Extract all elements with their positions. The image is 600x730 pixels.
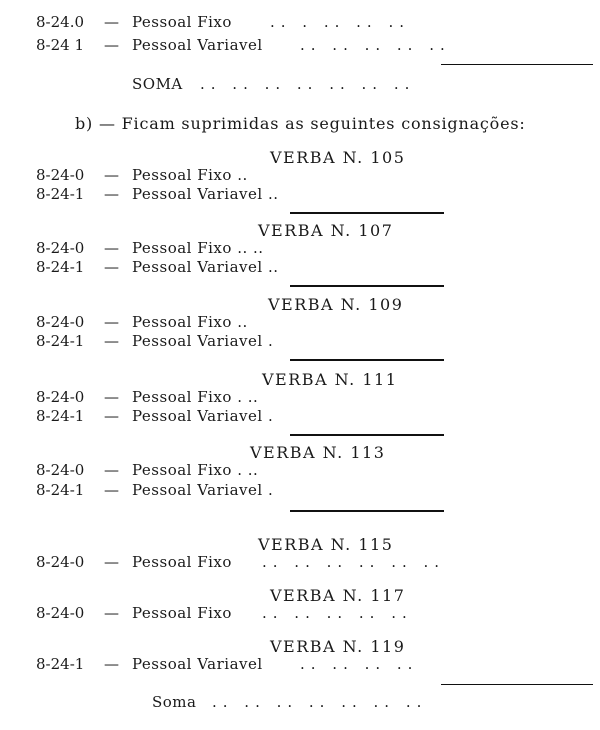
item-code: 8-24-1 (36, 655, 85, 673)
item-code: 8-24-0 (36, 313, 85, 331)
item-code: 8-24-1 (36, 185, 85, 203)
item-dash: — (104, 481, 119, 499)
item-dash: — (104, 313, 119, 331)
item-code: 8-24-0 (36, 388, 85, 406)
item-code: 8-24-0 (36, 604, 85, 622)
item-description: Pessoal Variavel (132, 655, 263, 673)
verba-heading: VERBA N. 113 (250, 443, 386, 462)
item-dash: — (104, 655, 119, 673)
item-description: Pessoal Variavel . (132, 481, 274, 499)
sum-rule (441, 684, 593, 685)
item-code: 8-24.0 (36, 13, 85, 31)
item-code: 8-24 1 (36, 36, 85, 54)
item-code: 8-24-1 (36, 481, 85, 499)
verba-heading: VERBA N. 109 (268, 295, 404, 314)
leader-dots: .. .. .. .. .. (300, 36, 451, 54)
item-description: Pessoal Fixo . .. (132, 388, 259, 406)
leader-dots: .. . .. .. .. (270, 13, 410, 31)
verba-heading: VERBA N. 115 (258, 535, 394, 554)
leader-dots: .. .. .. .. .. .. (262, 553, 446, 571)
verba-heading: VERBA N. 111 (262, 370, 398, 389)
verba-heading: VERBA N. 119 (270, 637, 406, 656)
item-description: Pessoal Fixo (132, 13, 232, 31)
item-description: Pessoal Fixo .. (132, 166, 248, 184)
verba-heading: VERBA N. 117 (270, 586, 406, 605)
item-dash: — (104, 461, 119, 479)
item-dash: — (104, 36, 119, 54)
item-code: 8-24-0 (36, 461, 85, 479)
item-dash: — (104, 13, 119, 31)
verba-heading: VERBA N. 105 (270, 148, 406, 167)
leader-dots: .. .. .. .. (300, 655, 419, 673)
section-rule (290, 285, 444, 287)
item-description: Pessoal Fixo .. (132, 313, 248, 331)
section-rule (290, 434, 444, 436)
item-description: Pessoal Variavel .. (132, 185, 279, 203)
item-code: 8-24-0 (36, 239, 85, 257)
item-description: Pessoal Variavel (132, 36, 263, 54)
leader-dots: .. .. .. .. .. .. .. (200, 75, 416, 93)
item-description: Pessoal Variavel .. (132, 258, 279, 276)
section-rule (290, 212, 444, 214)
soma-label: SOMA (132, 75, 183, 93)
soma-label: Soma (152, 693, 197, 711)
item-description: Pessoal Fixo (132, 604, 232, 622)
item-code: 8-24-0 (36, 553, 85, 571)
item-dash: — (104, 239, 119, 257)
item-code: 8-24-0 (36, 166, 85, 184)
item-description: Pessoal Variavel . (132, 332, 274, 350)
verba-heading: VERBA N. 107 (258, 221, 394, 240)
leader-dots: .. .. .. .. .. .. .. (212, 693, 428, 711)
item-dash: — (104, 553, 119, 571)
item-code: 8-24-1 (36, 407, 85, 425)
sum-rule (441, 64, 593, 65)
item-dash: — (104, 185, 119, 203)
item-dash: — (104, 407, 119, 425)
item-dash: — (104, 166, 119, 184)
item-description: Pessoal Variavel . (132, 407, 274, 425)
item-code: 8-24-1 (36, 332, 85, 350)
item-dash: — (104, 388, 119, 406)
item-dash: — (104, 604, 119, 622)
item-description: Pessoal Fixo . .. (132, 461, 259, 479)
section-rule (290, 359, 444, 361)
paragraph-b: b) — Ficam suprimidas as seguintes consignações: (75, 114, 526, 133)
section-rule (290, 510, 444, 512)
item-dash: — (104, 332, 119, 350)
leader-dots: .. .. .. .. .. (262, 604, 413, 622)
item-description: Pessoal Fixo .. .. (132, 239, 264, 257)
item-description: Pessoal Fixo (132, 553, 232, 571)
item-code: 8-24-1 (36, 258, 85, 276)
item-dash: — (104, 258, 119, 276)
